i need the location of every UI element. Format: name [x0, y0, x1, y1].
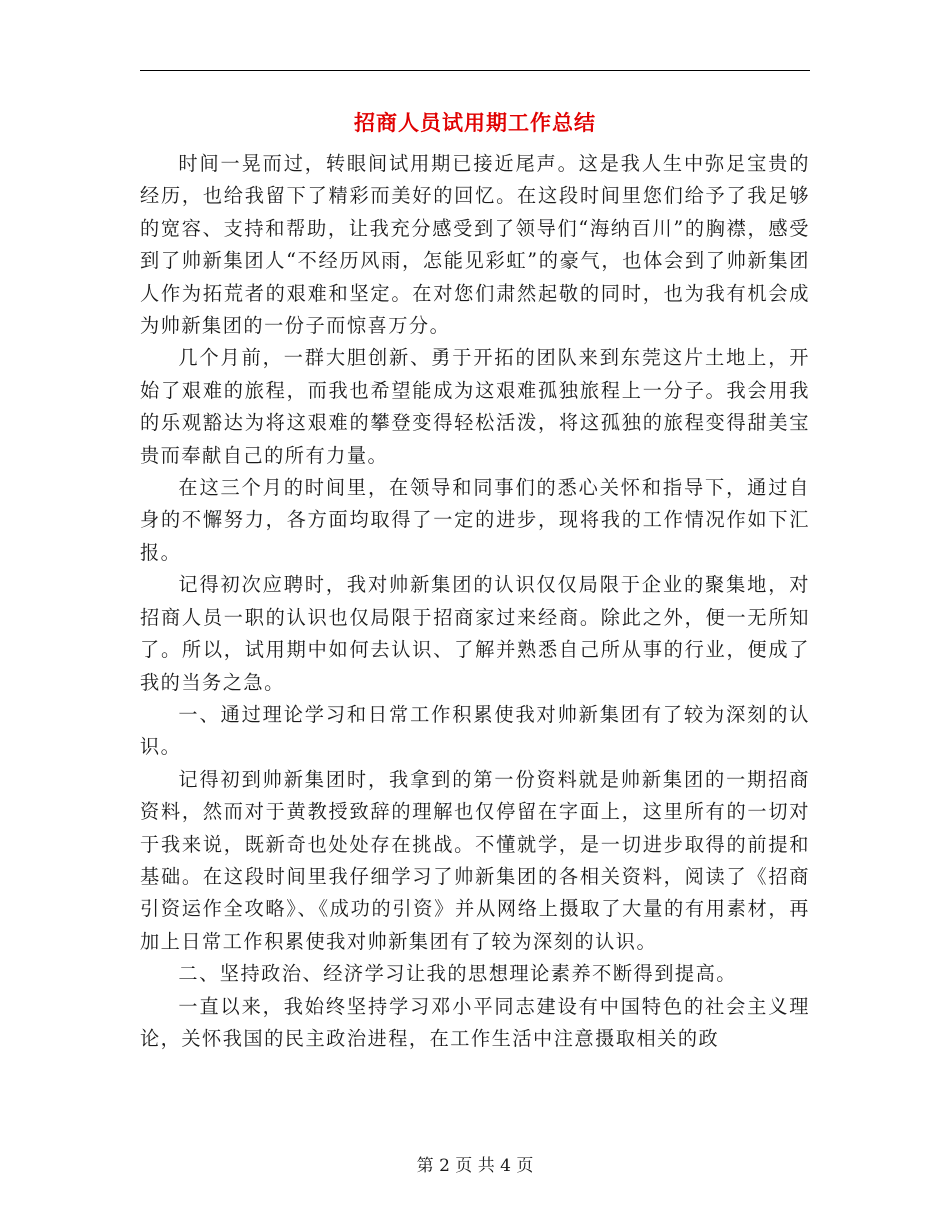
- page-number-footer: 第 2 页 共 4 页: [416, 1156, 534, 1176]
- paragraph-2: 几个月前，一群大胆创新、勇于开拓的团队来到东莞这片土地上，开始了艰难的旅程，而我也希望能成为这艰难孤独旅程上一分子。我会用我的乐观豁达为将这艰难的攀登变得轻松活泼，将这孤独的旅程变得甜美宝贵而奉献自己的所有力量。: [140, 346, 810, 467]
- section-heading-2: 二、坚持政治、经济学习让我的思想理论素养不断得到提高。: [178, 962, 737, 986]
- paragraph-6: 一直以来，我始终坚持学习邓小平同志建设有中国特色的社会主义理论，关怀我国的民主政治进程，在工作生活中注意摄取相关的政: [140, 994, 810, 1050]
- section-heading-1: 一、通过理论学习和日常工作积累使我对帅新集团有了较为深刻的认识。: [140, 702, 810, 759]
- paragraph-5: 记得初到帅新集团时，我拿到的第一份资料就是帅新集团的一期招商资料，然而对于黄教授致辞的理解也仅停留在字面上，这里所有的一切对于我来说，既新奇也处处存在挑战。不懂就学，是一切进步取得的前提和基础。在这段时间里我仔细学习了帅新集团的各相关资料，阅读了《招商引资运作全攻略》、《成功的引资》并从网络上摄取了大量的有用素材，再加上日常工作积累使我对帅新集团有了较为深刻的认识。: [140, 767, 810, 953]
- paragraph-1: 时间一晃而过，转眼间试用期已接近尾声。这是我人生中弥足宝贵的经历，也给我留下了精彩而美好的回忆。在这段时间里您们给予了我足够的宽容、支持和帮助，让我充分感受到了领导们“海纳百川”的胸襟，感受到了帅新集团人“不经历风雨，怎能见彩虹”的豪气，也体会到了帅新集团人作为拓荒者的艰难和坚定。在对您们肃然起敬的同时，也为我有机会成为帅新集团的一份子而惊喜万分。: [140, 152, 810, 338]
- document-title: 招商人员试用期工作总结: [354, 110, 596, 135]
- paragraph-3: 在这三个月的时间里，在领导和同事们的悉心关怀和指导下，通过自身的不懈努力，各方面均取得了一定的进步，现将我的工作情况作如下汇报。: [140, 476, 810, 564]
- header-rule: [140, 70, 810, 71]
- paragraph-4: 记得初次应聘时，我对帅新集团的认识仅仅局限于企业的聚集地，对招商人员一职的认识也仅局限于招商家过来经商。除此之外，便一无所知了。所以，试用期中如何去认识、了解并熟悉自己所从事的行业，便成了我的当务之急。: [140, 573, 810, 694]
- document-body: [140, 148, 810, 1055]
